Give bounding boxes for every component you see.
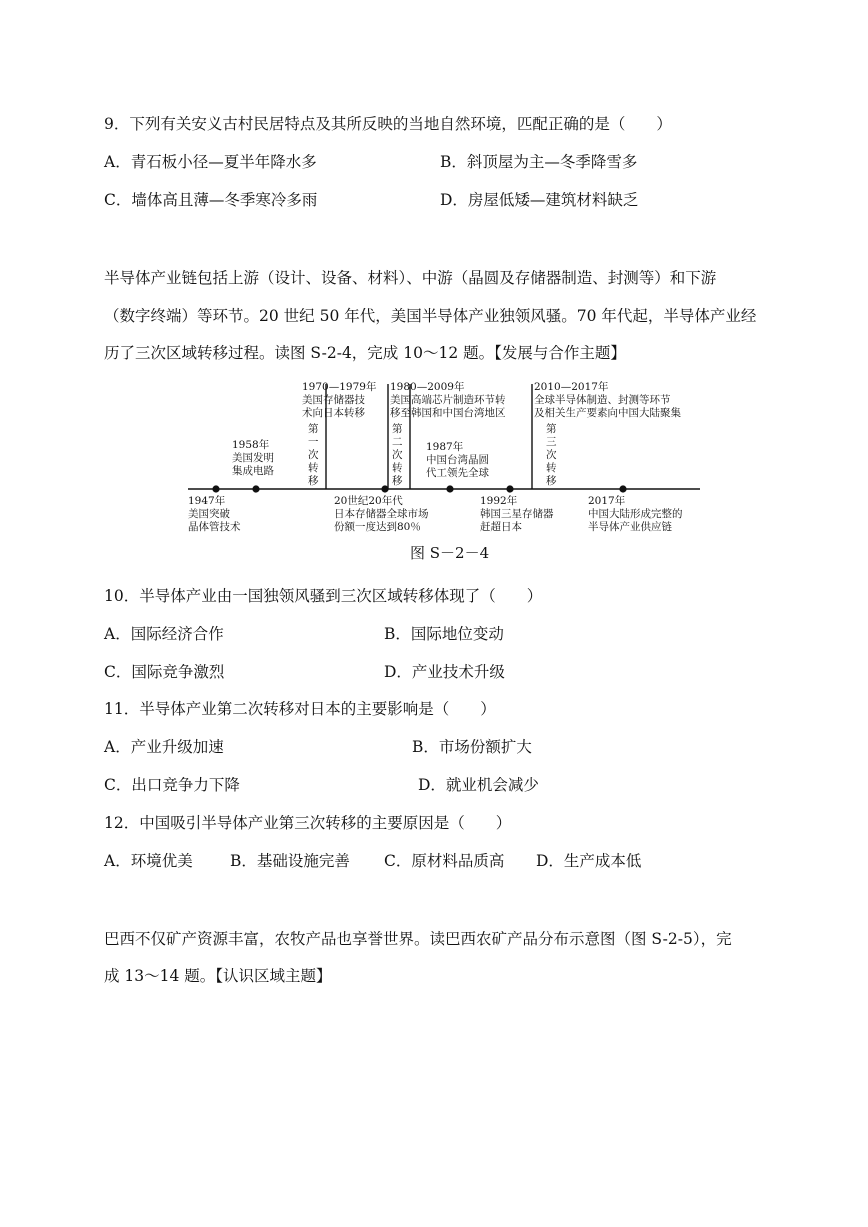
transfer-1-label-0: 第 [308,423,319,435]
event-1992-line-2: 赶超日本 [480,521,522,533]
event-20s-line-2: 份额一度达到80％ [334,521,421,533]
transfer-1-label-4: 移 [308,475,319,487]
question-9-option-d: D．房屋低矮—建筑材料缺乏 [440,191,639,209]
question-11-option-d: D．就业机会减少 [418,776,539,794]
transfer-2-label-0: 第 [392,423,403,435]
transfer-2-label-3: 转 [392,462,403,474]
event-20s-line-0: 20世纪20年代 [334,495,403,507]
question-11-stem: 11．半导体产业第二次转移对日本的主要影响是（ ） [104,700,496,718]
event-dot-1947 [212,485,219,492]
event-1958-line-1: 美国发明 [232,452,274,464]
question-11-option-a: A．产业升级加速 [104,738,224,756]
event-20s-line-1: 日本存储器全球市场 [334,508,429,520]
event-1987-line-1: 中国台湾晶圆 [426,454,489,466]
transfer-3-label-3: 转 [546,462,557,474]
event-dot-1958 [252,485,259,492]
event-1947-line-1: 美国突破 [188,508,230,520]
transfer-1-label-2: 次 [308,449,319,461]
question-10-option-c: C．国际竞争激烈 [104,663,225,681]
transfer-1-label-1: 一 [308,436,319,448]
question-10-option-a: A．国际经济合作 [104,625,224,643]
event-dot-2017 [619,485,626,492]
event-1958-line-2: 集成电路 [232,465,274,477]
question-9-stem: 9．下列有关安义古村民居特点及其所反映的当地自然环境，匹配正确的是（ ） [104,115,672,133]
transfer-2-desc-2: 移至韩国和中国台湾地区 [390,407,506,419]
transfer-1-desc-0: 1970—1979年 [302,381,377,393]
transfer-3-label-0: 第 [546,423,557,435]
passage-1-line-2: （数字终端）等环节。20 世纪 50 年代，美国半导体产业独领风骚。70 年代起，半导体产业经 [104,307,757,325]
event-1992-line-1: 韩国三星存储器 [480,508,554,520]
passage-1-line-1: 半导体产业链包括上游（设计、设备、材料）、中游（晶圆及存储器制造、封测等）和下游 [104,269,717,287]
transfer-3-label-4: 移 [546,475,557,487]
figure-caption: 图 S－2－4 [410,544,490,562]
transfer-2-label-1: 二 [392,436,403,448]
transfer-1-desc-2: 术向日本转移 [302,407,365,419]
question-12-option-a: A．环境优美 [104,852,193,870]
transfer-1-desc-1: 美国存储器技 [302,394,365,406]
question-9-option-c: C．墙体高且薄—冬季寒冷多雨 [104,191,318,209]
question-12-option-b: B．基础设施完善 [230,852,350,870]
question-11-option-b: B．市场份额扩大 [412,738,532,756]
transfer-3-desc-1: 全球半导体制造、封测等环节 [534,394,671,406]
question-10-stem: 10．半导体产业由一国独领风骚到三次区域转移体现了（ ） [104,587,543,605]
transfer-1-label-3: 转 [308,462,319,474]
question-10-option-b: B．国际地位变动 [384,625,504,643]
question-9-option-a: A．青石板小径—夏半年降水多 [104,153,317,171]
transfer-3-desc-0: 2010—2017年 [534,381,609,393]
passage-1-line-3: 历了三次区域转移过程。读图 S-2-4，完成 10～12 题。【发展与合作主题】 [104,344,626,362]
transfer-2-desc-0: 1980—2009年 [390,381,465,393]
event-2017-line-1: 中国大陆形成完整的 [588,508,683,520]
question-12-option-d: D．生产成本低 [536,852,642,870]
question-12-option-c: C．原材料品质高 [384,852,505,870]
event-2017-line-0: 2017年 [588,495,626,507]
event-dot-1987 [446,485,453,492]
transfer-2-desc-1: 美国高端芯片制造环节转 [390,394,506,406]
question-10-option-d: D．产业技术升级 [384,663,505,681]
transfer-3-label-1: 三 [546,436,557,448]
event-1958-line-0: 1958年 [232,439,270,451]
event-dot-20s [381,485,388,492]
question-11-option-c: C．出口竞争力下降 [104,776,240,794]
event-1987-line-2: 代工领先全球 [426,467,489,479]
event-1947-line-2: 晶体管技术 [188,521,241,533]
passage-2-line-1: 巴西不仅矿产资源丰富，农牧产品也享誉世界。读巴西农矿产品分布示意图（图 S-2-5），完 [104,930,732,948]
event-dot-1992 [506,485,513,492]
event-1987-line-0: 1987年 [426,441,464,453]
semiconductor-timeline-figure [180,376,720,566]
question-9-option-b: B．斜顶屋为主—冬季降雪多 [440,153,638,171]
question-12-stem: 12．中国吸引半导体产业第三次转移的主要原因是（ ） [104,814,512,832]
event-1992-line-0: 1992年 [480,495,518,507]
transfer-2-label-2: 次 [392,449,403,461]
transfer-3-desc-2: 及相关生产要素向中国大陆聚集 [534,407,681,419]
event-2017-line-2: 半导体产业供应链 [588,521,672,533]
transfer-3-label-2: 次 [546,449,557,461]
transfer-2-label-4: 移 [392,475,403,487]
passage-2-line-2: 成 13～14 题。【认识区域主题】 [104,967,332,985]
event-1947-line-0: 1947年 [188,495,226,507]
